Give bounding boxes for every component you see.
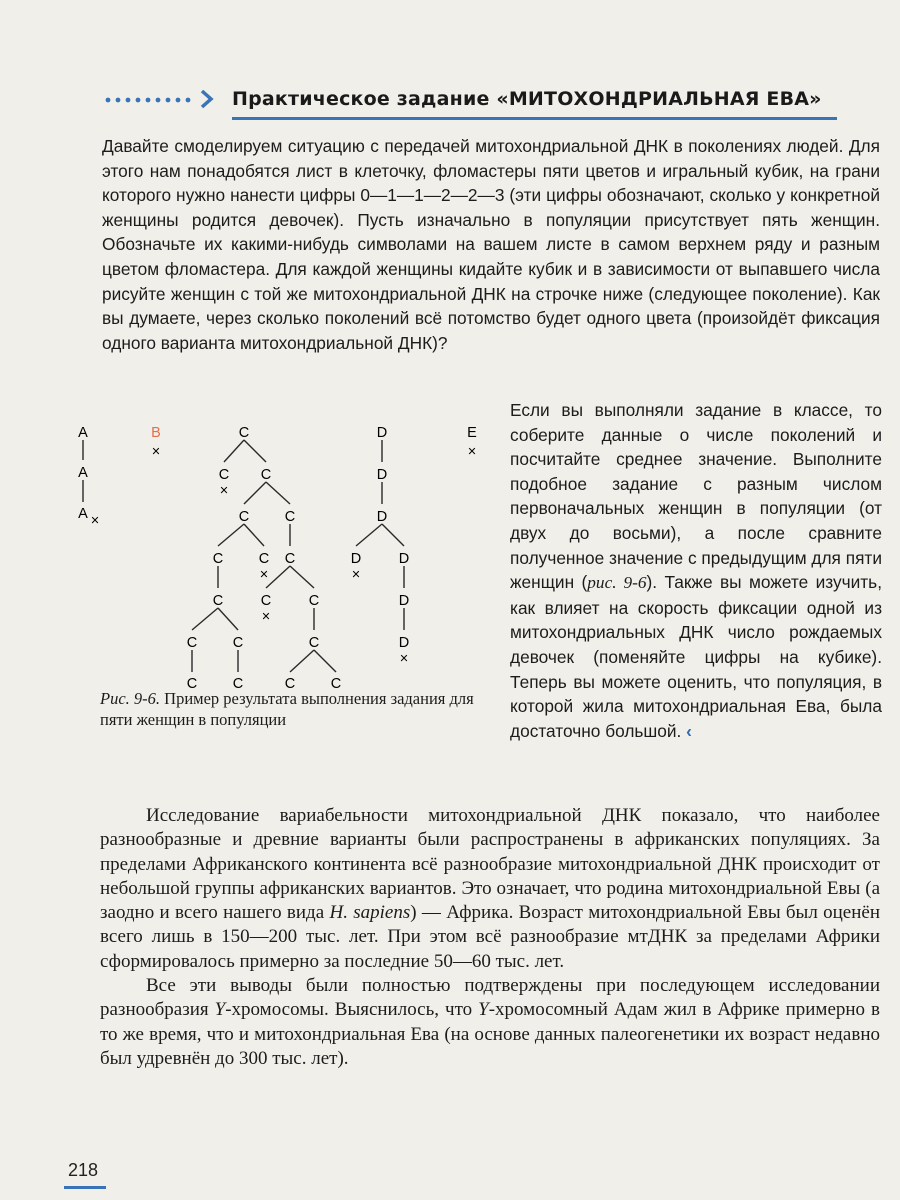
- node-c: C: [260, 593, 272, 609]
- node-c: C: [284, 676, 296, 690]
- page-number-bar: [64, 1186, 106, 1189]
- extinct-mark: ×: [261, 609, 271, 625]
- node-a: A: [78, 465, 88, 481]
- end-marker-icon: ‹: [686, 720, 692, 741]
- node-a: A: [78, 506, 88, 522]
- figure-reference: рис. 9-6: [587, 573, 647, 593]
- node-c: C: [212, 551, 224, 567]
- node-e: E: [467, 425, 477, 441]
- node-d: D: [376, 467, 388, 483]
- paragraph-text: ) — Африка. Возраст митохондриальной Евы был оценён всего лишь в 150—200 тыс. лет. При этом всё разнообразие мтДНК за пределами Африки сформировалось примерно за последние 50—60 тыс. лет.: [100, 902, 880, 972]
- node-c: C: [284, 551, 296, 567]
- figure-caption-label: Рис. 9-6.: [100, 689, 161, 708]
- side-text-part: Если вы выполняли задание в классе, то соберите данные о числе поколений и посчитайте среднее значение. Выполните подобное задание с разным числом первоначальных женщин в популяции (от двух до восьми), а после сравните полученное значение с предыдущим для пяти женщин (: [510, 400, 882, 593]
- paragraph-text: -хромосомный Адам жил в Африке примерно в то же время, что и митохондриальная Ева (на основе данных палеогенетики их возраст недавно был удревнён до 300 тыс. лет).: [100, 999, 881, 1069]
- node-c: C: [238, 425, 250, 441]
- node-d: D: [398, 593, 410, 609]
- node-d: D: [376, 509, 388, 525]
- task-description: Давайте смоделируем ситуацию с передачей митохондриальной ДНК в поколениях людей. Для этого нам понадобятся лист в клеточку, фломастеры пяти цветов и игральный кубик, на грани которого нужно нанести цифры 0—1—1—2—2—3 (эти цифры обозначают, сколько у конкретной женщины родится девочек). Пусть изначально в популяции присутствует пять женщин. Обозначьте их какими-нибудь символами на вашем листе в самом верхнем ряду и разным цветом фломастера. Для каждой женщины кидайте кубик и в зависимости от выпавшего числа рисуйте женщин с той же митохондриальной ДНК на строчке ниже (следующее поколение). Как вы думаете, через сколько поколений всё потомство будет одного цвета (произойдёт фиксация одного варианта митохондриальной ДНК)?: [102, 136, 880, 353]
- side-text: [510, 398, 882, 743]
- title-underline: [232, 117, 837, 120]
- node-c: C: [260, 467, 272, 483]
- dotted-line-icon: [104, 92, 200, 108]
- extinct-mark: ×: [259, 567, 269, 583]
- node-c: C: [308, 635, 320, 651]
- paragraph: [100, 804, 880, 974]
- node-d: D: [398, 635, 410, 651]
- extinct-mark: ×: [351, 567, 361, 583]
- node-d: D: [398, 551, 410, 567]
- paragraph-text: Исследование вариабельности митохондриальной ДНК показало, что наиболее разнообразные и древние варианты были распространены в африканских популяциях. За пределами Африканского континента всё разнообразие митохондриальной ДНК происходит от небольшой группы африканских вариантов. Это означает, что родина митохондриальной Евы (а заодно и всего нашего вида: [100, 805, 880, 924]
- paragraph: [100, 974, 880, 1071]
- body-text: [100, 804, 880, 1071]
- chromosome-letter: Y: [214, 999, 226, 1021]
- node-c: C: [218, 467, 230, 483]
- extinct-mark: ×: [90, 513, 100, 529]
- figure-caption: [100, 688, 490, 730]
- node-a: A: [78, 425, 88, 441]
- node-c: C: [238, 509, 250, 525]
- node-c: C: [330, 676, 342, 690]
- chevron-right-icon: [198, 88, 216, 110]
- node-c: C: [186, 676, 198, 690]
- node-b: B: [151, 425, 161, 441]
- node-c: C: [186, 635, 198, 651]
- node-c: C: [284, 509, 296, 525]
- node-c: C: [232, 676, 244, 690]
- node-d: D: [376, 425, 388, 441]
- node-c: C: [258, 551, 270, 567]
- generation-tree-diagram: [60, 418, 500, 690]
- page-number: 218: [68, 1160, 99, 1180]
- node-c: C: [212, 593, 224, 609]
- side-text-part: ). Также вы можете изучить, как влияет на скорость фиксации одной из митохондриальных ДНК число рождаемых девочек (поменяйте цифры на кубике). Теперь вы можете оценить, что популяция, в которой жила митохондриальная Ева, была достаточно большой.: [510, 572, 882, 741]
- extinct-mark: ×: [151, 444, 161, 460]
- node-c: C: [308, 593, 320, 609]
- extinct-mark: ×: [467, 444, 477, 460]
- species-name: H. sapiens: [329, 902, 411, 924]
- extinct-mark: ×: [399, 651, 409, 667]
- chromosome-letter: Y: [478, 999, 489, 1021]
- node-d: D: [350, 551, 362, 567]
- extinct-mark: ×: [219, 483, 229, 499]
- paragraph-text: -хромосомы. Выяснилось, что: [225, 999, 479, 1021]
- node-c: C: [232, 635, 244, 651]
- figure-caption-text: Пример результата выполнения задания для пяти женщин в популяции: [100, 689, 474, 729]
- section-title: Практическое задание «МИТОХОНДРИАЛЬНАЯ ЕВА»: [232, 88, 822, 110]
- paragraph-text: Все эти выводы были полностью подтверждены при последующем исследовании разнообразия: [100, 975, 880, 1021]
